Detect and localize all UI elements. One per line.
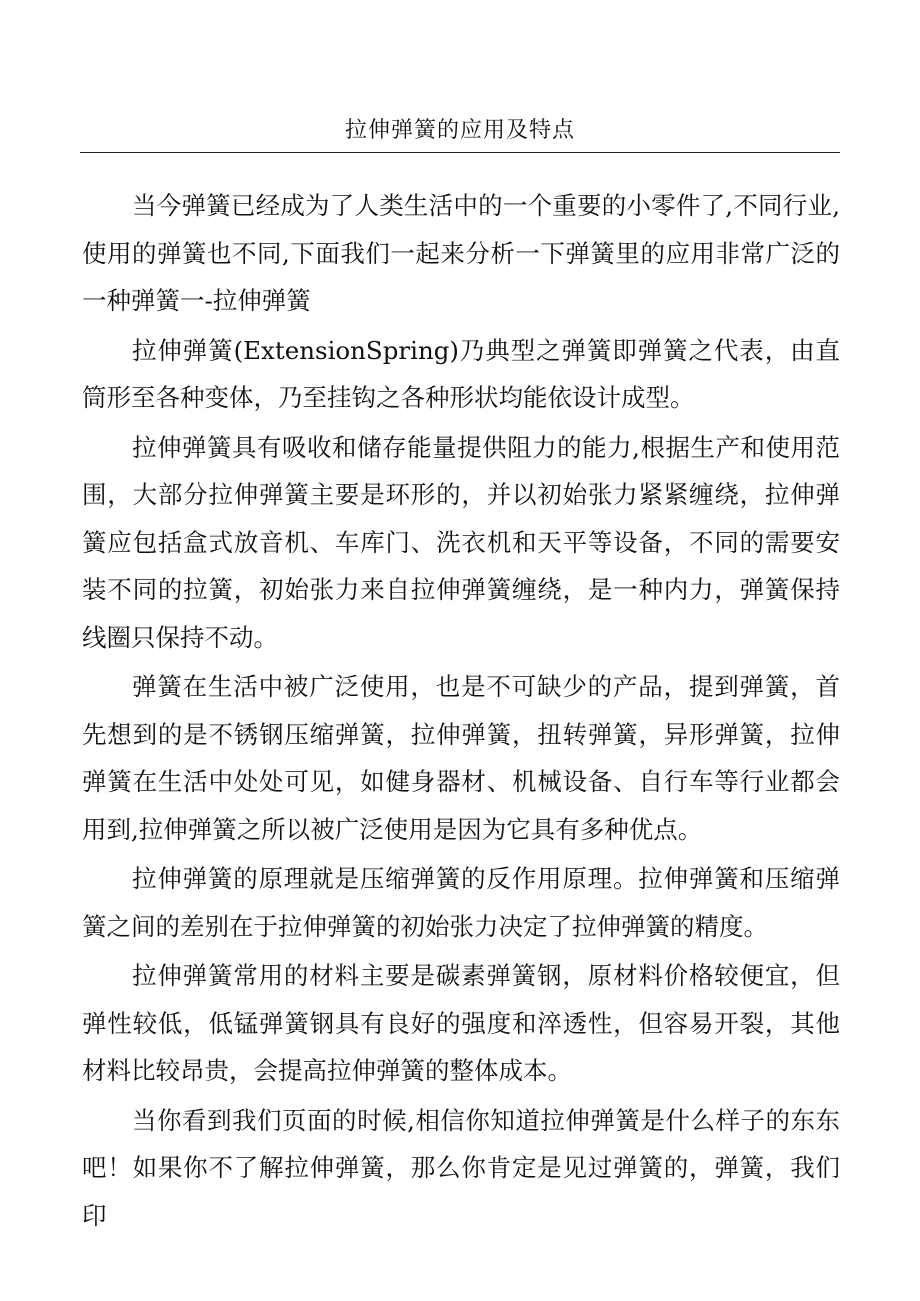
document-body bbox=[82, 182, 840, 1241]
page-header bbox=[80, 116, 840, 153]
paragraph-intro: 当今弹簧已经成为了人类生活中的一个重要的小零件了,不同行业,使用的弹簧也不同,下面我们一起来分析一下弹簧里的应用非常广泛的一种弹簧一-拉伸弹簧 bbox=[82, 191, 840, 315]
paragraph-principle: 拉伸弹簧的原理就是压缩弹簧的反作用原理。拉伸弹簧和压缩弹簧之间的差别在于拉伸弹簧的初始张力决定了拉伸弹簧的精度。 bbox=[82, 864, 840, 941]
paragraph-usage: 弹簧在生活中被广泛使用，也是不可缺少的产品，提到弹簧，首先想到的是不锈钢压缩弹簧，拉伸弹簧，扭转弹簧，异形弹簧，拉伸弹簧在生活中处处可见，如健身器材、机械设备、自行车等行业都会用到,拉伸弹簧之所以被广泛使用是因为它具有多种优点。 bbox=[82, 672, 840, 844]
paragraph-closing: 当你看到我们页面的时候,相信你知道拉伸弹簧是什么样子的东东吧！如果你不了解拉伸弹簧，那么你肯定是见过弹簧的，弹簧，我们印 bbox=[82, 1105, 840, 1230]
paragraph-function: 拉伸弹簧具有吸收和储存能量提供阻力的能力,根据生产和使用范围，大部分拉伸弹簧主要是环形的，并以初始张力紧紧缠绕，拉伸弹簧应包括盒式放音机、车库门、洗衣机和天平等设备，不同的需要安装不同的拉簧，初始张力来自拉伸弹簧缠绕，是一种内力，弹簧保持线圈只保持不动。 bbox=[82, 432, 840, 652]
paragraph-materials: 拉伸弹簧常用的材料主要是碳素弹簧钢，原材料价格较便宜，但弹性较低，低锰弹簧钢具有良好的强度和淬透性，但容易开裂，其他材料比较昂贵，会提高拉伸弹簧的整体成本。 bbox=[82, 961, 840, 1085]
page-title: 拉伸弹簧的应用及特点 bbox=[344, 118, 575, 143]
paragraph-definition: 拉伸弹簧(ExtensionSpring)乃典型之弹簧即弹簧之代表，由直筒形至各种变体，乃至挂钩之各种形状均能依设计成型。 bbox=[82, 335, 840, 412]
